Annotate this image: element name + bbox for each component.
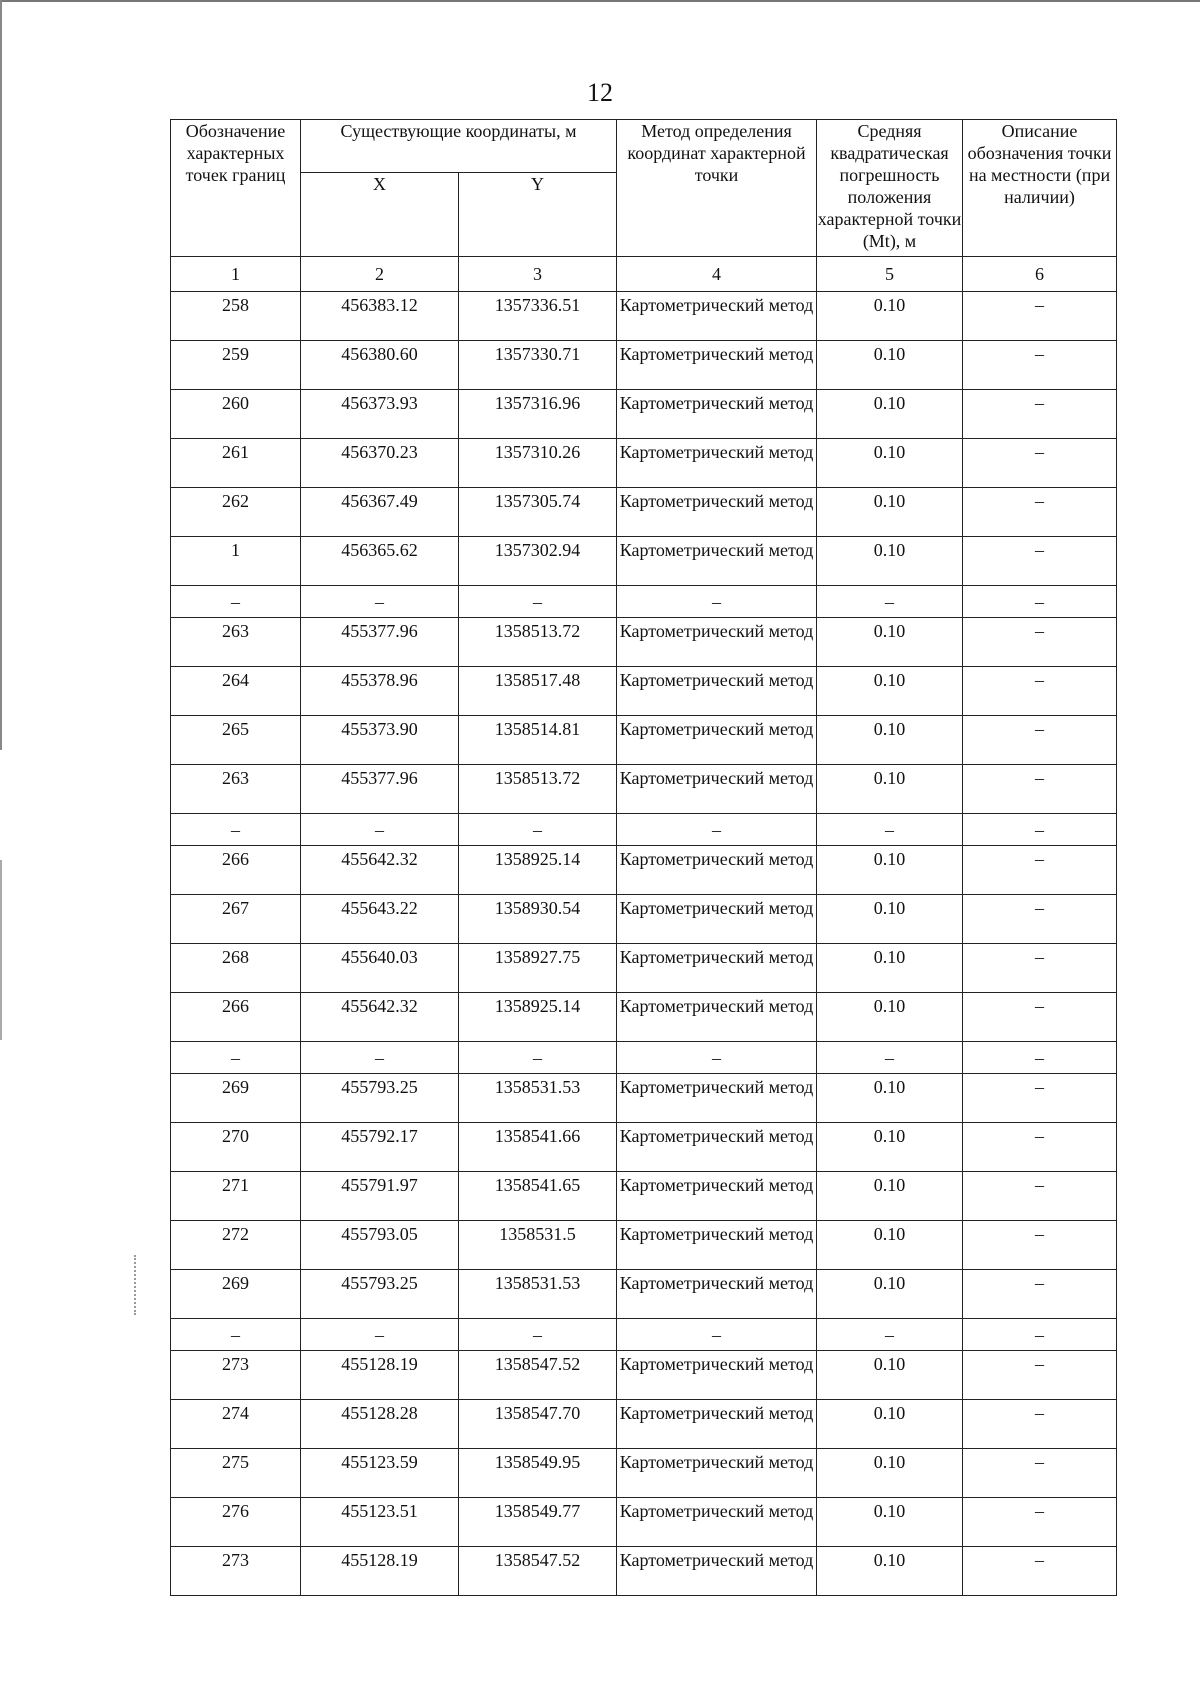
method-cell: Картометрический метод: [617, 1123, 817, 1172]
method-cell: Картометрический метод: [617, 341, 817, 390]
description-cell: –: [963, 1172, 1117, 1221]
x-coordinate-cell: 455640.03: [301, 944, 459, 993]
mean-error-cell: 0.10: [817, 1351, 963, 1400]
x-coordinate-cell: –: [301, 1319, 459, 1351]
mean-error-cell: 0.10: [817, 341, 963, 390]
y-coordinate-cell: 1358541.66: [459, 1123, 617, 1172]
separator-row: [171, 1042, 1117, 1074]
table-row: [171, 1172, 1117, 1221]
table-row: [171, 1400, 1117, 1449]
x-coordinate-cell: 455793.05: [301, 1221, 459, 1270]
x-coordinate-cell: 455373.90: [301, 716, 459, 765]
y-coordinate-cell: 1358513.72: [459, 765, 617, 814]
table-row: [171, 537, 1117, 586]
table-row: [171, 765, 1117, 814]
y-coordinate-cell: –: [459, 814, 617, 846]
y-coordinate-cell: –: [459, 586, 617, 618]
description-cell: –: [963, 667, 1117, 716]
description-cell: –: [963, 993, 1117, 1042]
header-description: Описание обозначения точки на местности (при наличии): [963, 120, 1117, 257]
header-existing-coordinates: Существующие координаты, м: [301, 120, 617, 173]
method-cell: Картометрический метод: [617, 537, 817, 586]
x-coordinate-cell: 455123.51: [301, 1498, 459, 1547]
point-id-cell: 271: [171, 1172, 301, 1221]
x-coordinate-cell: 455793.25: [301, 1074, 459, 1123]
method-cell: Картометрический метод: [617, 1074, 817, 1123]
table-row: [171, 1270, 1117, 1319]
table-row: [171, 1547, 1117, 1596]
point-id-cell: 259: [171, 341, 301, 390]
method-cell: –: [617, 1319, 817, 1351]
point-id-cell: 273: [171, 1547, 301, 1596]
point-id-cell: 265: [171, 716, 301, 765]
header-x: X: [301, 173, 459, 257]
y-coordinate-cell: 1358531.53: [459, 1074, 617, 1123]
mean-error-cell: 0.10: [817, 993, 963, 1042]
y-coordinate-cell: 1358531.53: [459, 1270, 617, 1319]
table-row: [171, 341, 1117, 390]
mean-error-cell: 0.10: [817, 846, 963, 895]
description-cell: –: [963, 846, 1117, 895]
y-coordinate-cell: 1358925.14: [459, 993, 617, 1042]
description-cell: –: [963, 1547, 1117, 1596]
y-coordinate-cell: 1358549.77: [459, 1498, 617, 1547]
y-coordinate-cell: 1357336.51: [459, 292, 617, 341]
mean-error-cell: 0.10: [817, 537, 963, 586]
description-cell: –: [963, 1270, 1117, 1319]
point-id-cell: 1: [171, 537, 301, 586]
x-coordinate-cell: 455793.25: [301, 1270, 459, 1319]
x-coordinate-cell: –: [301, 586, 459, 618]
mean-error-cell: 0.10: [817, 1400, 963, 1449]
description-cell: –: [963, 488, 1117, 537]
description-cell: –: [963, 1123, 1117, 1172]
description-cell: –: [963, 814, 1117, 846]
point-id-cell: 263: [171, 618, 301, 667]
x-coordinate-cell: 455128.28: [301, 1400, 459, 1449]
x-coordinate-cell: –: [301, 1042, 459, 1074]
column-number: 2: [301, 257, 459, 292]
point-id-cell: 264: [171, 667, 301, 716]
point-id-cell: 272: [171, 1221, 301, 1270]
method-cell: Картометрический метод: [617, 1221, 817, 1270]
description-cell: –: [963, 1074, 1117, 1123]
method-cell: Картометрический метод: [617, 1270, 817, 1319]
x-coordinate-cell: 455123.59: [301, 1449, 459, 1498]
mean-error-cell: –: [817, 1042, 963, 1074]
mean-error-cell: 0.10: [817, 1547, 963, 1596]
point-id-cell: 262: [171, 488, 301, 537]
table-row: [171, 1351, 1117, 1400]
method-cell: Картометрический метод: [617, 895, 817, 944]
method-cell: Картометрический метод: [617, 618, 817, 667]
description-cell: –: [963, 1319, 1117, 1351]
y-coordinate-cell: 1358541.65: [459, 1172, 617, 1221]
scan-artifact: [134, 1255, 146, 1315]
mean-error-cell: 0.10: [817, 1498, 963, 1547]
table-body: [171, 257, 1117, 1596]
y-coordinate-cell: 1358927.75: [459, 944, 617, 993]
point-id-cell: 260: [171, 390, 301, 439]
description-cell: –: [963, 1449, 1117, 1498]
point-id-cell: 269: [171, 1270, 301, 1319]
y-coordinate-cell: 1357302.94: [459, 537, 617, 586]
header-method: Метод определения координат характерной точки: [617, 120, 817, 257]
method-cell: Картометрический метод: [617, 944, 817, 993]
column-number: 1: [171, 257, 301, 292]
point-id-cell: 269: [171, 1074, 301, 1123]
separator-row: [171, 1319, 1117, 1351]
y-coordinate-cell: 1357316.96: [459, 390, 617, 439]
mean-error-cell: 0.10: [817, 292, 963, 341]
mean-error-cell: –: [817, 586, 963, 618]
x-coordinate-cell: 456383.12: [301, 292, 459, 341]
description-cell: –: [963, 292, 1117, 341]
y-coordinate-cell: 1358549.95: [459, 1449, 617, 1498]
header-y: Y: [459, 173, 617, 257]
mean-error-cell: 0.10: [817, 1449, 963, 1498]
method-cell: Картометрический метод: [617, 846, 817, 895]
x-coordinate-cell: 455792.17: [301, 1123, 459, 1172]
table-row: [171, 1123, 1117, 1172]
y-coordinate-cell: 1357330.71: [459, 341, 617, 390]
description-cell: –: [963, 586, 1117, 618]
point-id-cell: 268: [171, 944, 301, 993]
method-cell: –: [617, 1042, 817, 1074]
method-cell: Картометрический метод: [617, 1547, 817, 1596]
y-coordinate-cell: 1358514.81: [459, 716, 617, 765]
table-row: [171, 895, 1117, 944]
y-coordinate-cell: –: [459, 1042, 617, 1074]
point-id-cell: 263: [171, 765, 301, 814]
y-coordinate-cell: 1358930.54: [459, 895, 617, 944]
y-coordinate-cell: –: [459, 1319, 617, 1351]
column-number-row: [171, 257, 1117, 292]
method-cell: Картометрический метод: [617, 1400, 817, 1449]
mean-error-cell: –: [817, 814, 963, 846]
y-coordinate-cell: 1358513.72: [459, 618, 617, 667]
y-coordinate-cell: 1358517.48: [459, 667, 617, 716]
point-id-cell: 266: [171, 846, 301, 895]
mean-error-cell: 0.10: [817, 1270, 963, 1319]
x-coordinate-cell: 455642.32: [301, 846, 459, 895]
mean-error-cell: 0.10: [817, 1074, 963, 1123]
x-coordinate-cell: 456367.49: [301, 488, 459, 537]
point-id-cell: 275: [171, 1449, 301, 1498]
description-cell: –: [963, 1221, 1117, 1270]
description-cell: –: [963, 341, 1117, 390]
point-id-cell: 258: [171, 292, 301, 341]
mean-error-cell: 0.10: [817, 1123, 963, 1172]
mean-error-cell: 0.10: [817, 667, 963, 716]
point-id-cell: –: [171, 586, 301, 618]
method-cell: Картометрический метод: [617, 1498, 817, 1547]
table-row: [171, 488, 1117, 537]
point-id-cell: 261: [171, 439, 301, 488]
point-id-cell: 274: [171, 1400, 301, 1449]
coordinates-table: [170, 119, 1117, 1596]
point-id-cell: –: [171, 814, 301, 846]
point-id-cell: –: [171, 1319, 301, 1351]
separator-row: [171, 814, 1117, 846]
column-number: 5: [817, 257, 963, 292]
mean-error-cell: 0.10: [817, 944, 963, 993]
x-coordinate-cell: 456365.62: [301, 537, 459, 586]
separator-row: [171, 586, 1117, 618]
mean-error-cell: 0.10: [817, 895, 963, 944]
method-cell: –: [617, 814, 817, 846]
column-number: 3: [459, 257, 617, 292]
y-coordinate-cell: 1358547.70: [459, 1400, 617, 1449]
x-coordinate-cell: 456370.23: [301, 439, 459, 488]
header-mean-error: Средняя квадратическая погрешность положения характерной точки (Mt), м: [817, 120, 963, 257]
x-coordinate-cell: 456380.60: [301, 341, 459, 390]
method-cell: Картометрический метод: [617, 765, 817, 814]
method-cell: Картометрический метод: [617, 993, 817, 1042]
y-coordinate-cell: 1358547.52: [459, 1351, 617, 1400]
description-cell: –: [963, 716, 1117, 765]
x-coordinate-cell: 455377.96: [301, 618, 459, 667]
table-row: [171, 1449, 1117, 1498]
mean-error-cell: 0.10: [817, 488, 963, 537]
point-id-cell: 266: [171, 993, 301, 1042]
scan-border-left-lower: [0, 860, 2, 1040]
method-cell: Картометрический метод: [617, 439, 817, 488]
table-row: [171, 846, 1117, 895]
method-cell: Картометрический метод: [617, 1172, 817, 1221]
x-coordinate-cell: 455791.97: [301, 1172, 459, 1221]
y-coordinate-cell: 1358531.5: [459, 1221, 617, 1270]
method-cell: Картометрический метод: [617, 667, 817, 716]
description-cell: –: [963, 944, 1117, 993]
x-coordinate-cell: 455642.32: [301, 993, 459, 1042]
page-number: 12: [587, 78, 613, 107]
column-number: 4: [617, 257, 817, 292]
point-id-cell: 267: [171, 895, 301, 944]
mean-error-cell: 0.10: [817, 1172, 963, 1221]
x-coordinate-cell: 455128.19: [301, 1547, 459, 1596]
point-id-cell: 276: [171, 1498, 301, 1547]
table-row: [171, 439, 1117, 488]
x-coordinate-cell: 456373.93: [301, 390, 459, 439]
method-cell: Картометрический метод: [617, 390, 817, 439]
method-cell: Картометрический метод: [617, 1449, 817, 1498]
method-cell: Картометрический метод: [617, 1351, 817, 1400]
table-row: [171, 1221, 1117, 1270]
description-cell: –: [963, 765, 1117, 814]
mean-error-cell: 0.10: [817, 439, 963, 488]
table-row: [171, 667, 1117, 716]
description-cell: –: [963, 895, 1117, 944]
table-row: [171, 716, 1117, 765]
description-cell: –: [963, 1498, 1117, 1547]
scan-border-left: [0, 0, 2, 750]
table-row: [171, 390, 1117, 439]
column-number: 6: [963, 257, 1117, 292]
y-coordinate-cell: 1357310.26: [459, 439, 617, 488]
description-cell: –: [963, 618, 1117, 667]
mean-error-cell: 0.10: [817, 390, 963, 439]
description-cell: –: [963, 1400, 1117, 1449]
description-cell: –: [963, 537, 1117, 586]
header-point-designation: Обозначение характерных точек границ: [171, 120, 301, 257]
method-cell: Картометрический метод: [617, 292, 817, 341]
description-cell: –: [963, 390, 1117, 439]
method-cell: Картометрический метод: [617, 488, 817, 537]
table-row: [171, 944, 1117, 993]
table-row: [171, 618, 1117, 667]
table-row: [171, 993, 1117, 1042]
method-cell: Картометрический метод: [617, 716, 817, 765]
x-coordinate-cell: 455377.96: [301, 765, 459, 814]
mean-error-cell: 0.10: [817, 618, 963, 667]
point-id-cell: 270: [171, 1123, 301, 1172]
description-cell: –: [963, 1042, 1117, 1074]
description-cell: –: [963, 439, 1117, 488]
method-cell: –: [617, 586, 817, 618]
mean-error-cell: –: [817, 1319, 963, 1351]
point-id-cell: 273: [171, 1351, 301, 1400]
x-coordinate-cell: 455643.22: [301, 895, 459, 944]
y-coordinate-cell: 1357305.74: [459, 488, 617, 537]
table-row: [171, 292, 1117, 341]
x-coordinate-cell: 455128.19: [301, 1351, 459, 1400]
x-coordinate-cell: –: [301, 814, 459, 846]
mean-error-cell: 0.10: [817, 1221, 963, 1270]
scan-border-top: [0, 0, 1200, 2]
description-cell: –: [963, 1351, 1117, 1400]
mean-error-cell: 0.10: [817, 716, 963, 765]
y-coordinate-cell: 1358547.52: [459, 1547, 617, 1596]
point-id-cell: –: [171, 1042, 301, 1074]
x-coordinate-cell: 455378.96: [301, 667, 459, 716]
mean-error-cell: 0.10: [817, 765, 963, 814]
table-row: [171, 1074, 1117, 1123]
y-coordinate-cell: 1358925.14: [459, 846, 617, 895]
table-row: [171, 1498, 1117, 1547]
